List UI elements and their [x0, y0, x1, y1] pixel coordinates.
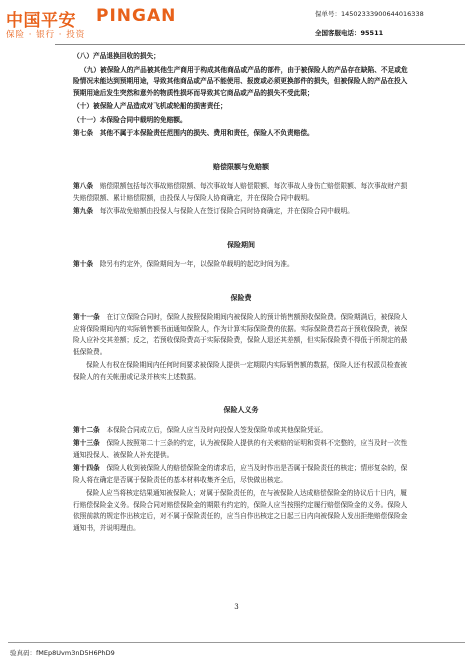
clause-number: 第九条	[73, 207, 94, 215]
clause-number: 第十条	[73, 260, 94, 268]
section-title: 保险人义务	[223, 406, 259, 414]
paragraph: 保险人应当将核定结果通知被保险人；对属于保险责任的，在与被保险人达成赔偿保险金的协议后十日内，履行赔偿保险金义务。保险合同对赔偿保险金的期限有约定的，保险人应当按照约定履行赔偿保险金的义务。保险人依照前款的规定作出核定后，对不属于保险责任的，应当自作出核定之日起三日内向被保险人发出拒绝赔偿保险金通知书，并说明理由。	[73, 489, 408, 532]
header-divider	[55, 44, 465, 45]
clause-text: 本保险合同成立后，保险人应当及时向投保人签发保险单或其他保险凭证。	[106, 425, 328, 434]
clause-number: 第十四条	[73, 464, 100, 472]
exclusion-item: （八）产品退换回收的损失；	[73, 52, 160, 60]
clause-text: 除另有约定外，保险期间为一年，以保险单载明的起讫时间为准。	[99, 260, 294, 268]
clause-number: 第十一条	[73, 313, 100, 321]
clause	[73, 128, 409, 140]
clause	[73, 425, 409, 437]
clause	[73, 312, 409, 358]
clause-text: 保险人收到被保险人的赔偿保险金的请求后，应当及时作出是否属于保险责任的核定；情形复杂的，保险人将在确定是否属于保险责任的基本材料收集齐全后，尽快做出核定。	[73, 464, 408, 484]
clause-number: 第十三条	[73, 439, 100, 447]
clause	[73, 438, 409, 461]
service-hotline: 全国客服电话：95511	[315, 29, 384, 37]
clause	[73, 259, 409, 271]
exclusion-item: （十一）本保险合同中载明的免赔额。	[73, 115, 187, 124]
clause-text: 保险人按照第二十三条的约定，认为被保险人提供的有关索赔的证明和资料不完整的，应当及时一次性通知投保人、被保险人补充提供。	[73, 439, 408, 459]
policy-number: 保单号：14502333900644016338	[315, 10, 424, 18]
clause	[73, 181, 409, 204]
clause-text: 其他不属于本保险责任范围内的损失、费用和责任，保险人不负责赔偿。	[99, 129, 314, 137]
clause-text: 赔偿限额包括每次事故赔偿限额、每次事故每人赔偿限额、每次事故人身伤亡赔偿限额、每次事故财产损失赔偿限额、累计赔偿限额，由投保人与保险人协商确定，并在保险合同中载明。	[73, 182, 408, 202]
footer-divider	[8, 642, 465, 643]
clause-number: 第十二条	[73, 425, 100, 434]
section-title: 赔偿限额与免赔额	[213, 162, 269, 171]
clause-text: 在订立保险合同时，保险人按照保险期间内被保险人的预计销售额预收保险费。保险期满后，被保险人应将保险期间内的实际销售额书面通知保险人，作为计算实际保险费的依据。实际保险费若高于预收保险费，被保险人应补交其差额；反之，若预收保险费高于实际保险费，保险人退还其差额，但实际保险费不得低于所规定的最低保险费。	[73, 313, 408, 356]
verification-code: 验真码：fMEp8Uvm3nD5H6PhD9	[10, 649, 115, 657]
page-number: 3	[234, 603, 239, 611]
pingan-logo	[6, 6, 206, 42]
clause-number: 第七条	[73, 129, 94, 137]
document-body	[73, 51, 409, 536]
clause	[73, 463, 409, 486]
logo-tagline: 保险 · 银行 · 投资	[6, 30, 86, 40]
clause-text: 每次事故免赔额由投保人与保险人在签订保险合同时协商确定，并在保险合同中载明。	[99, 207, 354, 215]
logo-chinese: 中国平安	[6, 11, 76, 31]
clause-number: 第八条	[73, 182, 94, 190]
exclusion-item: （十）被保险人产品造成对飞机或轮船的损害责任；	[73, 102, 227, 110]
clause	[73, 206, 409, 218]
paragraph: 保险人有权在保险期间内任何时间要求被保险人提供一定期限内实际销售额的数据，保险人还有权派员检查被保险人的有关帐册或记录并核实上述数据。	[73, 361, 407, 381]
section-title: 保险费	[230, 293, 252, 302]
exclusion-item: （九）被保险人的产品被其他生产商用于构成其他商品或产品的部件，由于被保险人的产品存在缺陷、不足或危险情况未能达到预期用途，导致其他商品或产品不能使用、报废或必须更换部件的损失，但被保险人的产品在投入预期用途后发生突然和意外的物质性损坏而导致其它商品或产品的损失不受此限；	[73, 65, 408, 97]
section-title: 保险期间	[227, 240, 255, 249]
logo-english: PINGAN	[96, 6, 177, 26]
header-info	[315, 9, 470, 37]
